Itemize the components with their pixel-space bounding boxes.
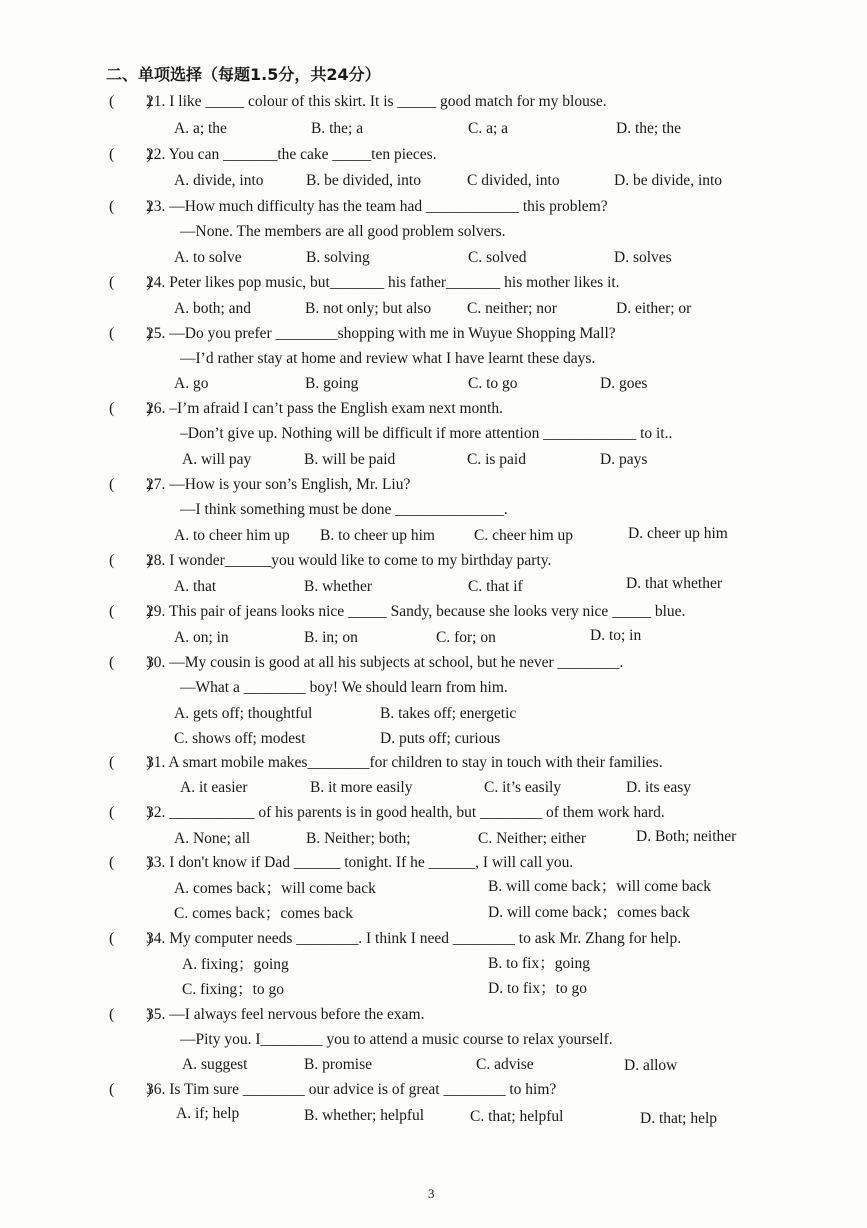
question-stem: 36. Is Tim sure ________ our advice is of great ________ to him? <box>146 1081 557 1098</box>
answer-option-d[interactable]: D. to; in <box>590 627 642 644</box>
answer-option-d[interactable]: D. either; or <box>616 300 692 317</box>
answer-option-d[interactable]: D. that whether <box>626 575 722 592</box>
answer-option-c[interactable]: C. advise <box>476 1056 534 1073</box>
answer-option-d[interactable]: D. pays <box>600 451 648 468</box>
answer-option-c[interactable]: C. comes back；comes back <box>174 905 354 922</box>
question-stem: 28. I wonder______you would like to come to my birthday party. <box>146 552 552 569</box>
answer-option-b[interactable]: B. it more easily <box>310 779 413 796</box>
answer-option-a[interactable]: A. gets off; thoughtful <box>174 705 313 722</box>
question-dialogue-line: —I think something must be done ______________. <box>180 501 508 518</box>
answer-option-c[interactable]: C. a; a <box>468 120 509 137</box>
answer-option-b[interactable]: B. takes off; energetic <box>380 705 517 722</box>
answer-option-c[interactable]: C divided, into <box>467 172 560 189</box>
answer-option-a[interactable]: A. comes back；will come back <box>174 880 376 897</box>
answer-option-d[interactable]: D. be divide, into <box>614 172 723 189</box>
answer-option-c[interactable]: C. solved <box>468 249 527 266</box>
answer-option-d[interactable]: D. its easy <box>626 779 692 796</box>
answer-option-a[interactable]: A. to cheer him up <box>174 527 290 544</box>
answer-option-a[interactable]: A. a; the <box>174 120 227 137</box>
answer-bracket[interactable]: ( ) <box>109 198 152 215</box>
answer-option-b[interactable]: B. whether; helpful <box>304 1107 425 1124</box>
question-stem: 33. I don't know if Dad ______ tonight. If he ______, I will call you. <box>146 854 574 871</box>
answer-bracket[interactable]: ( ) <box>109 854 152 871</box>
answer-option-d[interactable]: D. the; the <box>616 120 681 137</box>
question-stem: 30. —My cousin is good at all his subjects at school, but he never ________. <box>146 654 624 671</box>
question-stem: 25. —Do you prefer ________shopping with me in Wuyue Shopping Mall? <box>146 325 616 342</box>
answer-option-b[interactable]: B. solving <box>306 249 370 266</box>
answer-option-d[interactable]: D. cheer up him <box>628 525 728 542</box>
answer-option-b[interactable]: B. be divided, into <box>306 172 421 189</box>
answer-option-d[interactable]: D. to fix；to go <box>488 980 588 997</box>
answer-bracket[interactable]: ( ) <box>109 400 152 417</box>
question-dialogue-line: —I’d rather stay at home and review what I have learnt these days. <box>180 350 596 367</box>
answer-option-b[interactable]: B. will be paid <box>304 451 396 468</box>
answer-bracket[interactable]: ( ) <box>109 1006 152 1023</box>
answer-bracket[interactable]: ( ) <box>109 603 152 620</box>
answer-option-d[interactable]: D. that; help <box>640 1110 718 1127</box>
answer-option-c[interactable]: C. that; helpful <box>470 1108 564 1125</box>
question-stem: 29. This pair of jeans looks nice _____ Sandy, because she looks very nice _____ blue. <box>146 603 686 620</box>
answer-option-a[interactable]: A. fixing；going <box>182 956 289 973</box>
question-stem: 32. ___________ of his parents is in good health, but ________ of them work hard. <box>146 804 665 821</box>
answer-option-a[interactable]: A. will pay <box>182 451 252 468</box>
answer-option-b[interactable]: B. to cheer up him <box>320 527 435 544</box>
answer-option-a[interactable]: A. None; all <box>174 830 251 847</box>
answer-option-a[interactable]: A. to solve <box>174 249 242 266</box>
answer-bracket[interactable]: ( ) <box>109 476 152 493</box>
answer-option-c[interactable]: C. for; on <box>436 629 496 646</box>
answer-option-c[interactable]: C. Neither; either <box>478 830 587 847</box>
question-stem: 31. A smart mobile makes________for children to stay in touch with their families. <box>146 754 663 771</box>
answer-option-d[interactable]: D. goes <box>600 375 648 392</box>
question-stem: 21. I like _____ colour of this skirt. It is _____ good match for my blouse. <box>146 93 607 110</box>
answer-option-b[interactable]: B. the; a <box>311 120 364 137</box>
answer-option-c[interactable]: C. that if <box>468 578 523 595</box>
answer-option-a[interactable]: A. that <box>174 578 217 595</box>
answer-bracket[interactable]: ( ) <box>109 146 152 163</box>
answer-option-d[interactable]: D. solves <box>614 249 672 266</box>
answer-option-b[interactable]: B. Neither; both; <box>306 830 411 847</box>
page-number: 3 <box>428 1186 435 1201</box>
question-stem: 26. –I’m afraid I can’t pass the English exam next month. <box>146 400 503 417</box>
answer-option-b[interactable]: B. whether <box>304 578 373 595</box>
answer-option-b[interactable]: B. will come back；will come back <box>488 878 711 895</box>
answer-option-b[interactable]: B. promise <box>304 1056 373 1073</box>
answer-option-a[interactable]: A. on; in <box>174 629 229 646</box>
question-stem: 27. —How is your son’s English, Mr. Liu? <box>146 476 411 493</box>
answer-bracket[interactable]: ( ) <box>109 930 152 947</box>
answer-bracket[interactable]: ( ) <box>109 93 152 110</box>
answer-option-c[interactable]: C. is paid <box>467 451 526 468</box>
answer-option-d[interactable]: D. allow <box>624 1057 678 1074</box>
answer-option-a[interactable]: A. divide, into <box>174 172 264 189</box>
answer-option-c[interactable]: C. shows off; modest <box>174 730 306 747</box>
answer-option-c[interactable]: C. to go <box>468 375 518 392</box>
answer-bracket[interactable]: ( ) <box>109 274 152 291</box>
answer-bracket[interactable]: ( ) <box>109 754 152 771</box>
question-stem: 23. —How much difficulty has the team had ____________ this problem? <box>146 198 608 215</box>
section-title: 二、单项选择（每题1.5分，共24分） <box>106 65 381 84</box>
answer-bracket[interactable]: ( ) <box>109 552 152 569</box>
question-stem: 24. Peter likes pop music, but_______ his father_______ his mother likes it. <box>146 274 620 291</box>
answer-option-a[interactable]: A. suggest <box>182 1056 248 1073</box>
answer-option-d[interactable]: D. puts off; curious <box>380 730 501 747</box>
answer-option-b[interactable]: B. going <box>305 375 359 392</box>
question-dialogue-line: —Pity you. I________ you to attend a music course to relax yourself. <box>180 1031 613 1048</box>
question-stem: 35. —I always feel nervous before the exam. <box>146 1006 425 1023</box>
answer-option-a[interactable]: A. go <box>174 375 209 392</box>
question-stem: 22. You can _______the cake _____ten pieces. <box>146 146 437 163</box>
answer-bracket[interactable]: ( ) <box>109 1081 152 1098</box>
answer-option-a[interactable]: A. both; and <box>174 300 252 317</box>
answer-option-d[interactable]: D. will come back；comes back <box>488 904 690 921</box>
answer-option-c[interactable]: C. it’s easily <box>484 779 562 796</box>
answer-option-b[interactable]: B. to fix；going <box>488 955 591 972</box>
answer-bracket[interactable]: ( ) <box>109 654 152 671</box>
answer-option-c[interactable]: C. neither; nor <box>467 300 557 317</box>
question-dialogue-line: –Don’t give up. Nothing will be difficult if more attention ____________ to it.. <box>180 425 673 442</box>
question-dialogue-line: —What a ________ boy! We should learn from him. <box>180 679 508 696</box>
answer-bracket[interactable]: ( ) <box>109 325 152 342</box>
answer-option-b[interactable]: B. in; on <box>304 629 358 646</box>
answer-option-b[interactable]: B. not only; but also <box>305 300 432 317</box>
answer-option-a[interactable]: A. it easier <box>180 779 248 796</box>
answer-option-c[interactable]: C. cheer him up <box>474 527 574 544</box>
question-dialogue-line: —None. The members are all good problem solvers. <box>180 223 506 240</box>
answer-bracket[interactable]: ( ) <box>109 804 152 821</box>
answer-option-d[interactable]: D. Both; neither <box>636 828 737 845</box>
question-stem: 34. My computer needs ________. I think I need ________ to ask Mr. Zhang for help. <box>146 930 682 947</box>
answer-option-a[interactable]: A. if; help <box>176 1105 240 1122</box>
answer-option-c[interactable]: C. fixing；to go <box>182 981 285 998</box>
